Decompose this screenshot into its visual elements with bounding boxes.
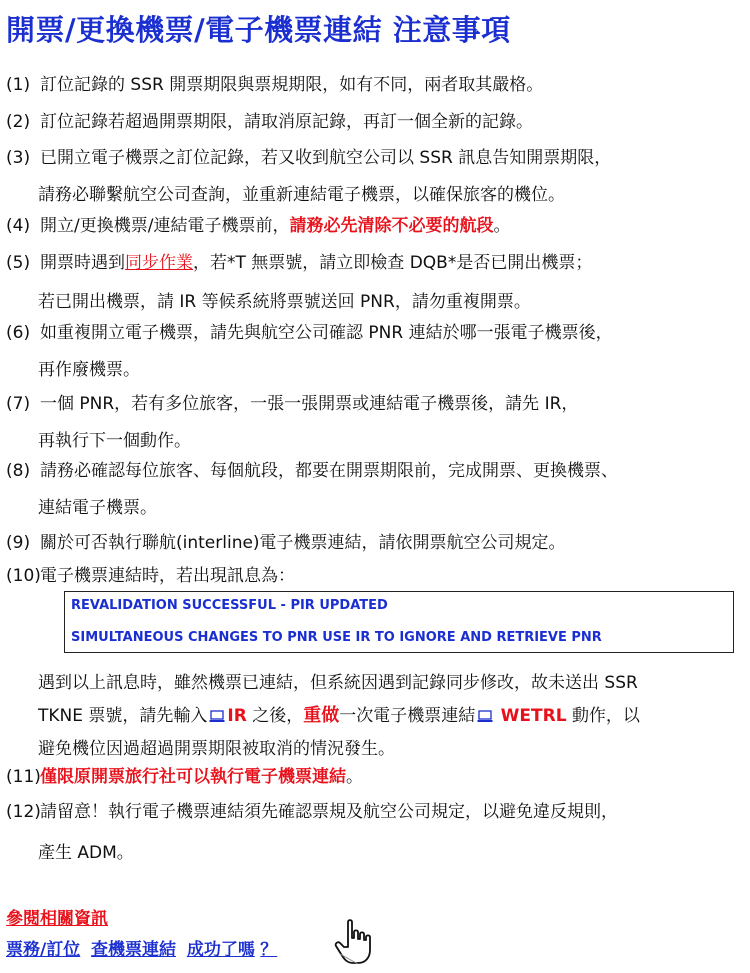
list-item — [6, 764, 363, 791]
item-text: 開票時遇到 — [40, 253, 125, 273]
item-number: (3) — [6, 148, 31, 168]
warning-text: 請務必先清除不必要的航段 — [289, 216, 494, 236]
item-number: (9) — [6, 533, 31, 553]
item-number: (7) — [6, 394, 31, 414]
item-number: (1) — [6, 75, 31, 95]
item-number: (4) — [6, 216, 31, 236]
item-text: 。 — [346, 767, 363, 787]
link-success[interactable]: 成功了嗎 — [186, 940, 255, 960]
link-check-ticket-link[interactable]: 查機票連結 — [91, 940, 177, 960]
item-continuation: 連結電子機票。 — [38, 498, 157, 518]
item-text: 訂位記錄若超過開票期限，請取消原記錄，再訂一個全新的記錄。 — [40, 112, 533, 132]
list-item — [6, 563, 295, 590]
note-text: 之後， — [252, 706, 304, 726]
item-text: 。 — [493, 216, 511, 236]
list-item — [6, 530, 566, 557]
item-number: (8) — [6, 461, 31, 481]
sync-operation-text: 同步作業 — [125, 253, 193, 273]
item-text: 開立/更換機票/連結電子機票前， — [40, 216, 290, 236]
item-text: 一個 PNR，若有多位旅客，一張一張開票或連結電子機票後，請先 IR， — [40, 394, 579, 414]
item-text: 電子機票連結時，若出現訊息為： — [40, 566, 295, 586]
item-number: (11) — [6, 767, 41, 787]
related-info-heading: 參閱相關資訊 — [6, 909, 108, 929]
message-line: REVALIDATION SUCCESSFUL - PIR UPDATED — [71, 598, 388, 613]
item-continuation: 產生 ADM。 — [38, 843, 134, 863]
item-continuation: 再執行下一個動作。 — [38, 431, 191, 451]
item-continuation: 再作廢機票。 — [38, 360, 140, 380]
related-links — [6, 935, 277, 960]
note-line — [38, 701, 640, 727]
item-text: 關於可否執行聯航(interline)電子機票連結，請依開票航空公司規定。 — [40, 533, 566, 553]
item-continuation: 若已開出機票，請 IR 等候系統將票號送回 PNR，請勿重複開票。 — [38, 292, 531, 312]
list-item — [6, 458, 618, 485]
link-question-mark[interactable]: ？ — [260, 940, 278, 960]
list-item — [6, 391, 578, 418]
item-number: (6) — [6, 323, 31, 343]
keyboard-icon — [477, 710, 493, 723]
item-text: ，若*T 無票號，請立即檢查 DQB*是否已開出機票； — [193, 253, 593, 273]
note-line: 遇到以上訊息時，雖然機票已連結，但系統因遇到記錄同步修改，故未送出 SSR — [38, 673, 638, 693]
pointing-hand-icon — [334, 918, 378, 966]
item-number: (12) — [6, 802, 41, 822]
list-item — [6, 145, 611, 172]
note-line: 避免機位因過超過開票期限被取消的情況發生。 — [38, 739, 395, 759]
list-item — [6, 250, 592, 277]
ir-command: IR — [227, 706, 247, 726]
note-text: 一次電子機票連結 — [339, 706, 476, 726]
redo-text: 重做 — [303, 705, 340, 726]
list-item — [6, 72, 543, 99]
list-item — [6, 799, 618, 826]
link-ticketing-booking[interactable]: 票務/訂位 — [6, 940, 81, 960]
item-text: 已開立電子機票之訂位記錄，若又收到航空公司以 SSR 訊息告知開票期限， — [40, 148, 612, 168]
message-line: SIMULTANEOUS CHANGES TO PNR USE IR TO IGNORE AND RETRIEVE PNR — [71, 630, 602, 645]
message-box — [64, 591, 734, 653]
page-title: 開票/更換機票/電子機票連結 注意事項 — [6, 13, 511, 47]
list-item — [6, 213, 510, 240]
list-item — [6, 109, 533, 136]
note-text: 動作，以 — [571, 706, 640, 726]
item-text: 請務必確認每位旅客、每個航段，都要在開票期限前，完成開票、更換機票、 — [40, 461, 618, 481]
item-number: (10) — [6, 566, 41, 586]
list-item — [6, 320, 613, 347]
item-continuation: 請務必聯繫航空公司查詢，並重新連結電子機票，以確保旅客的機位。 — [38, 185, 565, 205]
item-text: 訂位記錄的 SSR 開票期限與票規期限，如有不同，兩者取其嚴格。 — [40, 75, 544, 95]
wetrl-command: WETRL — [500, 706, 567, 726]
warning-text: 僅限原開票旅行社可以執行電子機票連結 — [40, 767, 346, 787]
item-text: 請留意！執行電子機票連結須先確認票規及航空公司規定，以避免違反規則， — [40, 802, 618, 822]
item-text: 如重複開立電子機票，請先與航空公司確認 PNR 連結於哪一張電子機票後， — [40, 323, 613, 343]
item-number: (5) — [6, 253, 31, 273]
note-text: TKNE 票號，請先輸入 — [38, 706, 208, 726]
keyboard-icon — [209, 710, 225, 723]
item-number: (2) — [6, 112, 31, 132]
